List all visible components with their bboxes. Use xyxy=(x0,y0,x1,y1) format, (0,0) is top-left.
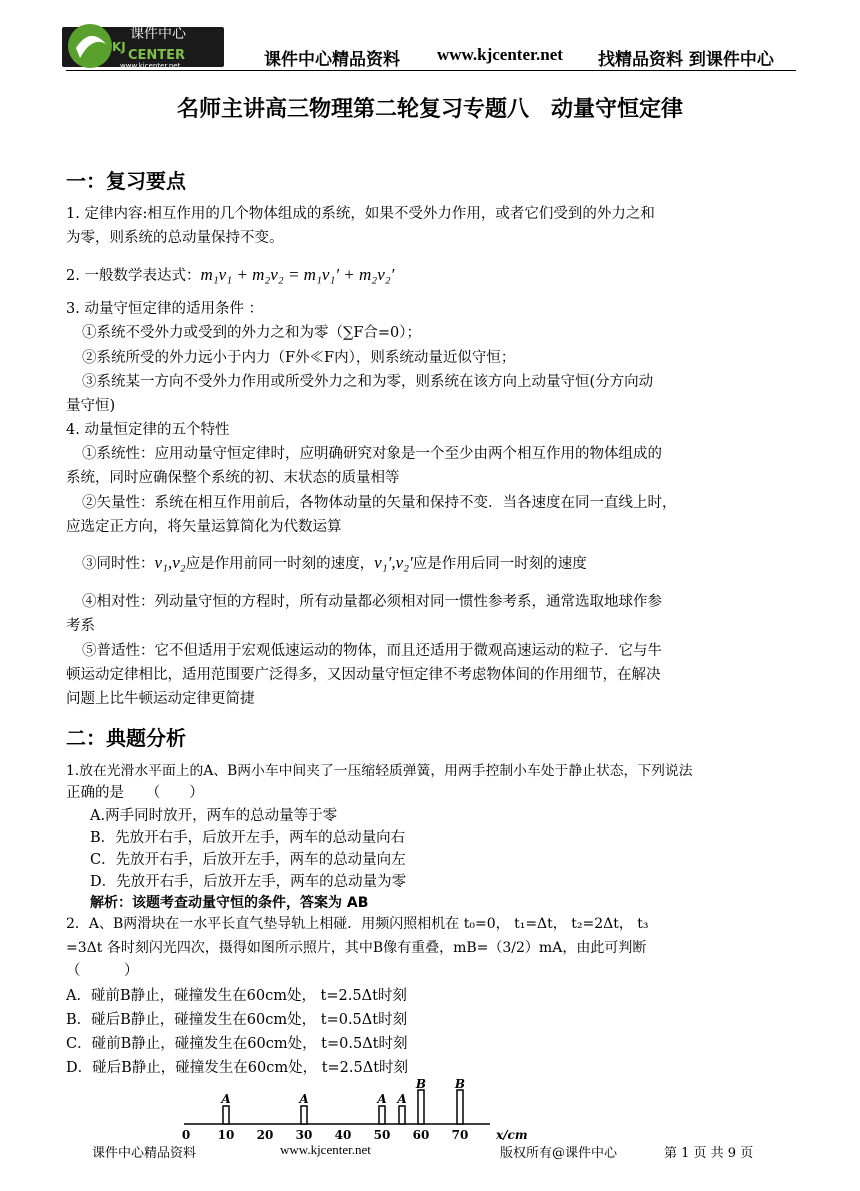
property4-line1: ④相对性：列动量守恒的方程时，所有动量都必须相对同一惯性参考系，通常选取地球作参 xyxy=(82,594,662,610)
header-divider xyxy=(66,70,796,71)
item3-title: 3. 动量守恒定律的适用条件 ： xyxy=(66,301,264,317)
q1-option-b: B．先放开右手，后放开左手，两车的总动量向右 xyxy=(90,830,406,846)
header-url-text: www.kjcenter.net xyxy=(437,45,563,64)
block-a4 xyxy=(399,1106,405,1124)
property5-line3: 问题上比牛顿运动定律更简捷 xyxy=(66,691,255,707)
q2-line1: 2．A、B两滑块在一水平长直气垫导轨上相碰．用频闪照相机在 t₀=0， t₁=Δt， t₂=2Δt， t₃ xyxy=(66,916,649,932)
q2-option-c: C．碰前B静止，碰撞发生在60cm处， t=0.5Δt时刻 xyxy=(66,1036,408,1052)
block-b1-label: B xyxy=(415,1077,427,1091)
block-a1 xyxy=(223,1106,229,1124)
property3-v-after: v₁′,v₂′ xyxy=(374,553,413,572)
logo-text-top: 课件中心 xyxy=(130,26,186,42)
axis-label: x/cm xyxy=(496,1128,528,1142)
item3-condition1: ①系统不受外力或受到的外力之和为零（∑F合=0）； xyxy=(82,325,422,341)
logo-circle xyxy=(68,24,112,68)
logo-text-center: CENTER xyxy=(128,48,186,63)
item3-condition3-line1: ③系统某一方向不受外力作用或所受外力之和为零，则系统在该方向上动量守恒(分方向动 xyxy=(82,374,654,390)
item3-condition2: ②系统所受的外力远小于内力（F外≪F内），则系统动量近似守恒； xyxy=(82,350,516,366)
q2-option-d: D．碰后B静止，碰撞发生在60cm处， t=2.5Δt时刻 xyxy=(66,1060,409,1076)
tick-label-30: 30 xyxy=(295,1128,313,1142)
section2-heading: 二：典题分析 xyxy=(66,726,186,750)
tick-label-40: 40 xyxy=(334,1128,352,1142)
block-a4-label: A xyxy=(397,1092,407,1106)
block-b1 xyxy=(418,1090,424,1124)
tick-label-20: 20 xyxy=(256,1128,274,1142)
tick-label-60: 60 xyxy=(412,1128,430,1142)
property1-line2: 系统，同时应确保整个系统的初、末状态的质量相等 xyxy=(66,470,400,486)
q1-option-c: C．先放开右手，后放开左手，两车的总动量向左 xyxy=(90,852,406,868)
item2 xyxy=(66,263,394,288)
property3-suffix: 应是作用后同一时刻的速度 xyxy=(412,556,587,572)
tick-label-0: 0 xyxy=(181,1128,191,1142)
q2-option-b: B．碰后B静止，碰撞发生在60cm处， t=0.5Δt时刻 xyxy=(66,1012,408,1028)
item2-label: 2. 一般数学表达式： xyxy=(66,268,201,284)
property2-line2: 应选定正方向，将矢量运算简化为代数运算 xyxy=(66,519,342,535)
footer-left: 课件中心精品资料 xyxy=(92,1146,197,1161)
kjcenter-logo xyxy=(66,18,224,70)
block-a2 xyxy=(301,1106,307,1124)
footer-url: www.kjcenter.net xyxy=(280,1142,371,1157)
q2-line3: （ ） xyxy=(66,963,139,979)
property3-mid: 应是作用前同一时刻的速度， xyxy=(185,556,375,572)
property5-line1: ⑤普适性：它不但适用于宏观低速运动的物体，而且还适用于微观高速运动的粒子．它与牛 xyxy=(82,643,662,659)
logo-text-kj: KJ xyxy=(112,40,126,54)
q1-line2: 正确的是 （ ） xyxy=(66,785,204,801)
page-title: 名师主讲高三物理第二轮复习专题八 动量守恒定律 xyxy=(176,97,683,122)
momentum-formula: m₁v₁ + m₂v₂ = m₁v₁′ + m₂v₂′ xyxy=(200,265,395,284)
item4-title: 4. 动量恒定律的五个特性 xyxy=(66,422,230,438)
property4-line2: 考系 xyxy=(66,618,95,634)
property1-line1: ①系统性：应用动量守恒定律时，应明确研究对象是一个至少由两个相互作用的物体组成的 xyxy=(82,446,662,462)
block-b2 xyxy=(457,1090,463,1124)
tick-label-50: 50 xyxy=(373,1128,391,1142)
logo-text-url: www.kjcenter.net xyxy=(120,62,181,70)
q2-line2: =3Δt 各时刻闪光四次，摄得如图所示照片，其中B像有重叠，mB=（3/2）mA，由此可判断 xyxy=(66,940,647,956)
footer-page-number: 第 1 页 共 9 页 xyxy=(664,1146,754,1161)
property2-line1: ②矢量性：系统在相互作用前后，各物体动量的矢量和保持不变．当各速度在同一直线上时， xyxy=(82,495,677,511)
air-track-figure xyxy=(170,1076,530,1142)
section1-heading: 一：复习要点 xyxy=(66,169,186,193)
block-a3-label: A xyxy=(377,1092,387,1106)
item3-condition3-line2: 量守恒) xyxy=(66,398,116,414)
block-a2-label: A xyxy=(299,1092,309,1106)
property3-v-before: v₁,v₂ xyxy=(154,553,186,572)
property5-line2: 顿运动定律相比，适用范围要广泛得多，又因动量守恒定律不考虑物体间的作用细节，在解决 xyxy=(66,667,661,683)
item1-line2: 为零，则系统的总动量保持不变。 xyxy=(66,230,284,246)
footer-copyright: 版权所有@课件中心 xyxy=(500,1146,618,1161)
property3 xyxy=(82,551,587,576)
q1-line1: 1.放在光滑水平面上的A、B两小车中间夹了一压缩轻质弹簧，用两手控制小车处于静止状态，下列说法 xyxy=(66,763,693,779)
block-a1-label: A xyxy=(221,1092,231,1106)
tick-label-70: 70 xyxy=(451,1128,469,1142)
item1-line1: 1. 定律内容:相互作用的几个物体组成的系统，如果不受外力作用，或者它们受到的外力之和 xyxy=(66,206,655,222)
header-right-text: 找精品资料 到课件中心 xyxy=(598,50,774,70)
block-a3 xyxy=(379,1106,385,1124)
q1-answer: 解析：该题考查动量守恒的条件，答案为 AB xyxy=(90,895,369,911)
q2-option-a: A．碰前B静止，碰撞发生在60cm处， t=2.5Δt时刻 xyxy=(66,988,407,1004)
q1-option-a: A.两手同时放开，两车的总动量等于零 xyxy=(90,808,338,824)
tick-label-10: 10 xyxy=(217,1128,235,1142)
block-b2-label: B xyxy=(454,1077,466,1091)
q1-option-d: D．先放开右手，后放开左手，两车的总动量为零 xyxy=(90,874,407,890)
header-left-text: 课件中心精品资料 xyxy=(264,50,400,70)
property3-prefix: ③同时性： xyxy=(82,556,155,572)
